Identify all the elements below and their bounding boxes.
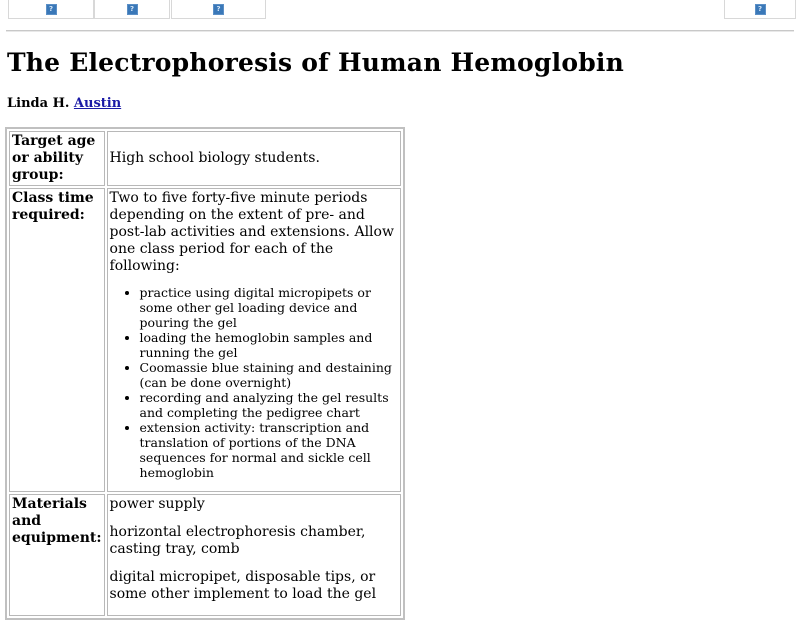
author-first-name: Linda H. [7, 96, 70, 111]
horizontal-divider [6, 30, 794, 32]
row-value-class-time [107, 188, 401, 492]
list-item: • loading the hemoglobin samples and running the gel [140, 330, 398, 360]
author-line [7, 96, 121, 111]
row-label-materials: Materials and equipment: [9, 494, 105, 616]
row-value-target-group: High school biology students. [107, 131, 401, 186]
material-item: horizontal electrophoresis chamber, casting tray, comb [109, 524, 366, 557]
table-row [9, 131, 401, 186]
nav-button-4[interactable] [724, 0, 796, 19]
table-row [9, 188, 401, 492]
broken-image-icon: ? [46, 4, 57, 15]
material-item: power supply [109, 496, 205, 512]
list-item: • extension activity: transcription and translation of portions of the DNA sequences for normal and sickle cell hemoglobin [140, 420, 398, 480]
list-item: • recording and analyzing the gel results and completing the pedigree chart [140, 390, 398, 420]
material-item: digital micropipet, disposable tips, or some other implement to load the gel [109, 569, 377, 602]
class-period-list [110, 285, 398, 480]
page-title: The Electrophoresis of Human Hemoglobin [7, 48, 624, 77]
broken-image-icon: ? [127, 4, 138, 15]
author-link[interactable]: Austin [73, 96, 122, 111]
class-time-intro: Two to five forty-five minute periods depending on the extent of pre- and post-lab activities and extensions. Allow one class period for each of the following: [109, 190, 394, 274]
nav-button-2[interactable] [94, 0, 170, 19]
nav-button-1[interactable] [8, 0, 94, 19]
row-label-target-group: Target age or ability group: [9, 131, 105, 186]
broken-image-icon: ? [755, 4, 766, 15]
table-row [9, 494, 401, 616]
row-label-class-time: Class time required: [9, 188, 105, 492]
top-navigation [0, 0, 800, 20]
lesson-info-table [5, 127, 405, 620]
row-value-materials [107, 494, 401, 616]
list-item: • Coomassie blue staining and destaining (can be done overnight) [140, 360, 398, 390]
list-item: • practice using digital micropipets or some other gel loading device and pouring the gel [140, 285, 398, 330]
nav-button-3[interactable] [171, 0, 266, 19]
broken-image-icon: ? [213, 4, 224, 15]
